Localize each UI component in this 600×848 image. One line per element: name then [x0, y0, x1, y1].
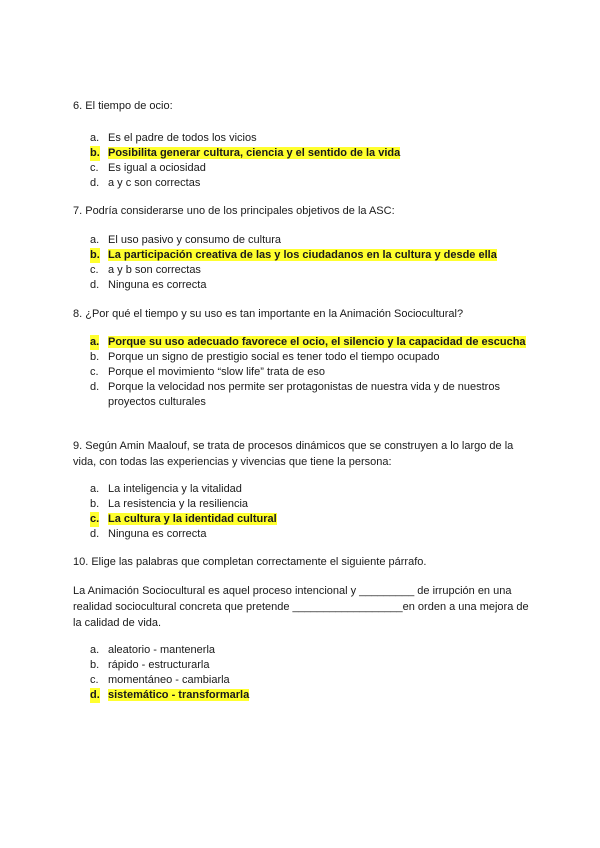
- question-8-option-c: [73, 365, 533, 380]
- option-letter: d.: [90, 689, 100, 701]
- option-text: Es igual a ociosidad: [108, 162, 206, 174]
- option-text: Posibilita generar cultura, ciencia y el sentido de la vida: [108, 147, 401, 159]
- option-letter: b.: [90, 147, 100, 159]
- question-8-option-a: [73, 335, 533, 350]
- option-letter: c.: [90, 264, 99, 276]
- option-text: momentáneo - cambiarla: [108, 674, 230, 686]
- option-letter: b.: [90, 249, 100, 261]
- option-letter: d.: [90, 381, 100, 393]
- option-letter: d.: [90, 279, 100, 291]
- question-8-options: [73, 335, 533, 410]
- option-text: a y c son correctas: [108, 177, 201, 189]
- option-text: La participación creativa de las y los ciudadanos en la cultura y desde ella: [108, 249, 497, 261]
- question-6-option-a: [73, 131, 533, 146]
- option-letter: a.: [90, 336, 100, 348]
- option-letter: c.: [90, 366, 99, 378]
- option-text: La resistencia y la resiliencia: [108, 498, 249, 510]
- option-text: El uso pasivo y consumo de cultura: [108, 234, 282, 246]
- question-9-options: [73, 482, 533, 542]
- question-7-option-b: [73, 248, 533, 263]
- question-8-option-b: [73, 350, 533, 365]
- option-letter: d.: [90, 528, 100, 540]
- option-text: Porque el movimiento “slow life” trata de eso: [108, 366, 326, 378]
- option-text: La cultura y la identidad cultural: [108, 513, 277, 525]
- question-10-option-a: [73, 643, 533, 658]
- question-10-option-d: [73, 688, 533, 703]
- question-9-stem: 9. Según Amin Maalouf, se trata de procesos dinámicos que se construyen a lo largo de la vida, con todas las experiencias y vivencias que tiene la persona:: [73, 440, 514, 468]
- option-letter: b.: [90, 351, 100, 363]
- option-letter: a.: [90, 234, 100, 246]
- question-10-paragraph: La Animación Sociocultural es aquel proceso intencional y _________ de irrupción en una realidad sociocultural concreta que pretende __________________en orden a una mejora de la calidad de vida.: [73, 585, 529, 629]
- option-text: aleatorio - mantenerla: [108, 644, 216, 656]
- question-6-stem: 6. El tiempo de ocio:: [73, 100, 173, 112]
- question-7-options: [73, 233, 533, 293]
- option-letter: c.: [90, 513, 100, 525]
- question-7-option-d: [73, 278, 533, 293]
- option-text: Porque su uso adecuado favorece el ocio, el silencio y la capacidad de escucha: [108, 336, 526, 348]
- question-9-option-b: [73, 497, 533, 512]
- question-10-option-c: [73, 673, 533, 688]
- option-text: La inteligencia y la vitalidad: [108, 483, 242, 495]
- option-text: Ninguna es correcta: [108, 279, 207, 291]
- question-6-option-c: [73, 161, 533, 176]
- option-letter: a.: [90, 483, 100, 495]
- option-text: sistemático - transformarla: [108, 689, 250, 701]
- option-text: Porque un signo de prestigio social es tener todo el tiempo ocupado: [108, 351, 440, 363]
- question-8-option-d: [73, 380, 533, 410]
- option-letter: a.: [90, 644, 100, 656]
- option-letter: d.: [90, 177, 100, 189]
- question-10-stem: 10. Elige las palabras que completan correctamente el siguiente párrafo.: [73, 556, 427, 568]
- question-10-option-b: [73, 658, 533, 673]
- question-10-options: [73, 643, 533, 703]
- question-9-option-d: [73, 527, 533, 542]
- option-text: a y b son correctas: [108, 264, 201, 276]
- question-6-option-b: [73, 146, 533, 161]
- option-letter: c.: [90, 162, 99, 174]
- question-9-option-c: [73, 512, 533, 527]
- option-text: rápido - estructurarla: [108, 659, 210, 671]
- question-9-option-a: [73, 482, 533, 497]
- question-7-option-c: [73, 263, 533, 278]
- option-letter: a.: [90, 132, 100, 144]
- question-7-stem: 7. Podría considerarse uno de los principales objetivos de la ASC:: [73, 205, 395, 217]
- question-7-option-a: [73, 233, 533, 248]
- option-letter: b.: [90, 498, 100, 510]
- option-letter: b.: [90, 659, 100, 671]
- question-6-option-d: [73, 176, 533, 191]
- option-text: Es el padre de todos los vicios: [108, 132, 257, 144]
- question-8-stem: 8. ¿Por qué el tiempo y su uso es tan importante en la Animación Sociocultural?: [73, 308, 464, 320]
- option-text: Ninguna es correcta: [108, 528, 207, 540]
- option-letter: c.: [90, 674, 99, 686]
- option-text: Porque la velocidad nos permite ser protagonistas de nuestra vida y de nuestros proyectos culturales: [108, 381, 500, 408]
- question-6-options: [73, 131, 533, 191]
